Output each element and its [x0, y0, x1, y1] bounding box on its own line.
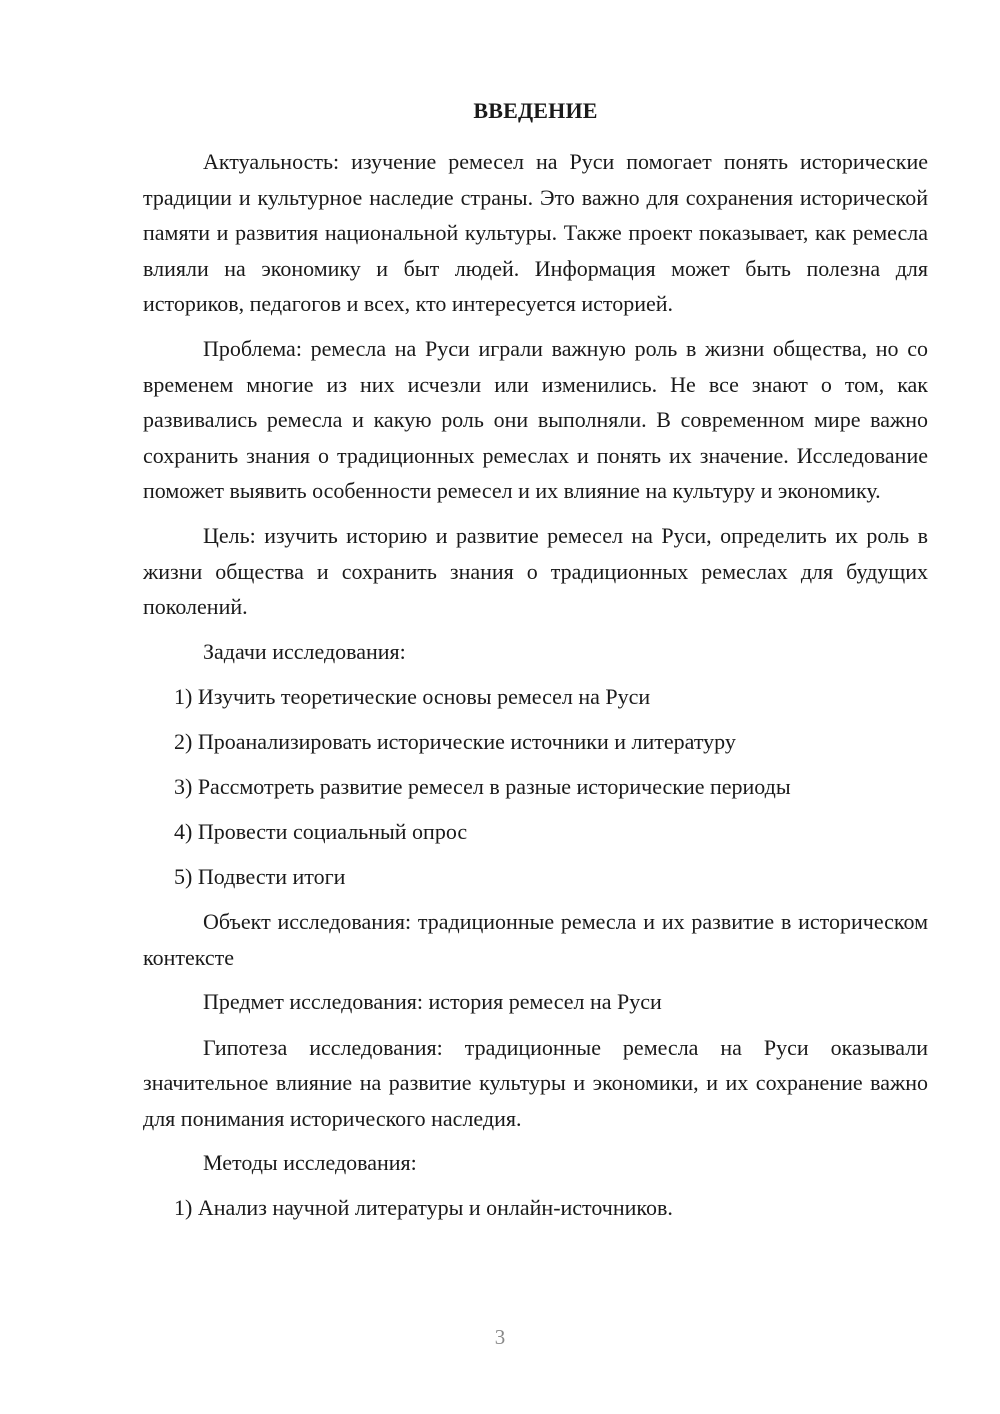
goal-paragraph: Цель: изучить историю и развитие ремесел на Руси, определить их роль в жизни общества и сохранить знания о традиционных ремеслах для будущих поколений. [143, 522, 928, 620]
document-page [143, 96, 928, 1236]
task-item: 3) Рассмотреть развитие ремесел в разные исторические периоды [174, 774, 791, 799]
page-number: 3 [494, 1325, 506, 1349]
tasks-heading: Задачи исследования: [203, 638, 406, 664]
hypothesis-paragraph: Гипотеза исследования: традиционные ремесла на Руси оказывали значительное влияние на развитие культуры и экономики, и их сохранение важно для понимания исторического наследия. [143, 1034, 928, 1131]
problem-paragraph: Проблема: ремесла на Руси играли важную роль в жизни общества, но со временем многие из них исчезли или изменились. Не все знают о том, как развивались ремесла и какую роль они выполняли. В современном мире важно сохранить знания о традиционных ремеслах и понять их значение. Исследование поможет выявить особенности ремесел и их влияние на культуру и экономику. [143, 335, 928, 504]
tasks-list [143, 679, 928, 895]
method-item: 1) Анализ научной литературы и онлайн-источников. [174, 1195, 673, 1221]
methods-list [143, 1190, 928, 1226]
task-item: 5) Подвести итоги [174, 864, 346, 890]
task-item: 1) Изучить теоретические основы ремесел на Руси [174, 683, 651, 709]
relevance-paragraph: Актуальность: изучение ремесел на Руси помогает понять исторические традиции и культурное наследие страны. Это важно для сохранения исторической памяти и развития национальной культуры. Также проект показывает, как ремесла влияли на экономику и быт людей. Информация может быть полезна для историков, педагогов и всех, кто интересуется историей. [143, 149, 928, 317]
section-title: ВВЕДЕНИЕ [473, 98, 598, 123]
subject-paragraph: Предмет исследования: история ремесел на Руси [203, 989, 662, 1015]
task-item: 2) Проанализировать исторические источники и литературу [174, 728, 736, 754]
task-item: 4) Провести социальный опрос [174, 819, 468, 845]
object-paragraph: Объект исследования: традиционные ремесла и их развитие в историческом контексте [143, 909, 928, 970]
methods-heading: Методы исследования: [203, 1150, 417, 1176]
